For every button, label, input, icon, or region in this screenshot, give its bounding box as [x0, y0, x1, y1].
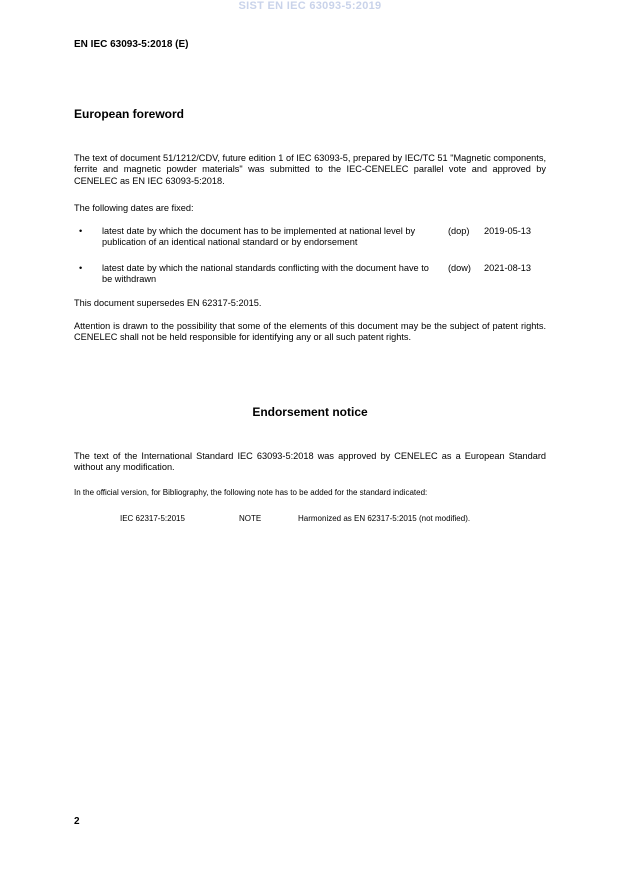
foreword-intro: The text of document 51/1212/CDV, future edition 1 of IEC 63093-5, prepared by IEC/TC 51 "Magnetic components, ferrite and magnetic powder materials" was submitted to the IEC-CENELEC parallel vote and approved by CENELEC as EN IEC 63093-5:2018. — [74, 153, 546, 186]
date-value: 2019-05-13 — [484, 226, 531, 236]
foreword-title: European foreword — [74, 107, 185, 121]
bullet: • — [79, 226, 83, 236]
document-id: EN IEC 63093-5:2018 (E) — [74, 39, 189, 50]
supersedes-text: This document supersedes EN 62317-5:2015. — [74, 298, 262, 308]
attention-text: Attention is drawn to the possibility that some of the elements of this document may be the subject of patent rights. CENELEC shall not be held responsible for identifying any or all such patent rights. — [74, 321, 546, 343]
date-code: (dow) — [448, 263, 471, 273]
dates-intro: The following dates are fixed: — [74, 203, 194, 213]
bibliography-note-intro: In the official version, for Bibliography, the following note has to be added for the standard indicated: — [74, 488, 428, 497]
bullet: • — [79, 263, 83, 273]
note-text: Harmonized as EN 62317-5:2015 (not modified). — [298, 514, 471, 523]
watermark: SIST EN IEC 63093-5:2019 — [238, 0, 382, 12]
date-description: latest date by which the document has to be implemented at national level by publication of an identical national standard or by endorsement — [102, 226, 416, 248]
endorsement-title: Endorsement notice — [252, 405, 368, 419]
date-row-dow — [74, 263, 546, 287]
page-number: 2 — [74, 816, 80, 827]
date-description: latest date by which the national standards conflicting with the document have to be withdrawn — [102, 263, 429, 285]
date-code: (dop) — [448, 226, 470, 236]
date-value: 2021-08-13 — [484, 263, 531, 273]
date-row-dop — [74, 226, 546, 250]
endorsement-text: The text of the International Standard IEC 63093-5:2018 was approved by CENELEC as a European Standard without any modification. — [74, 451, 546, 473]
bibliography-note-row — [0, 514, 620, 524]
note-standard: IEC 62317-5:2015 — [120, 514, 185, 523]
note-label: NOTE — [239, 514, 262, 523]
